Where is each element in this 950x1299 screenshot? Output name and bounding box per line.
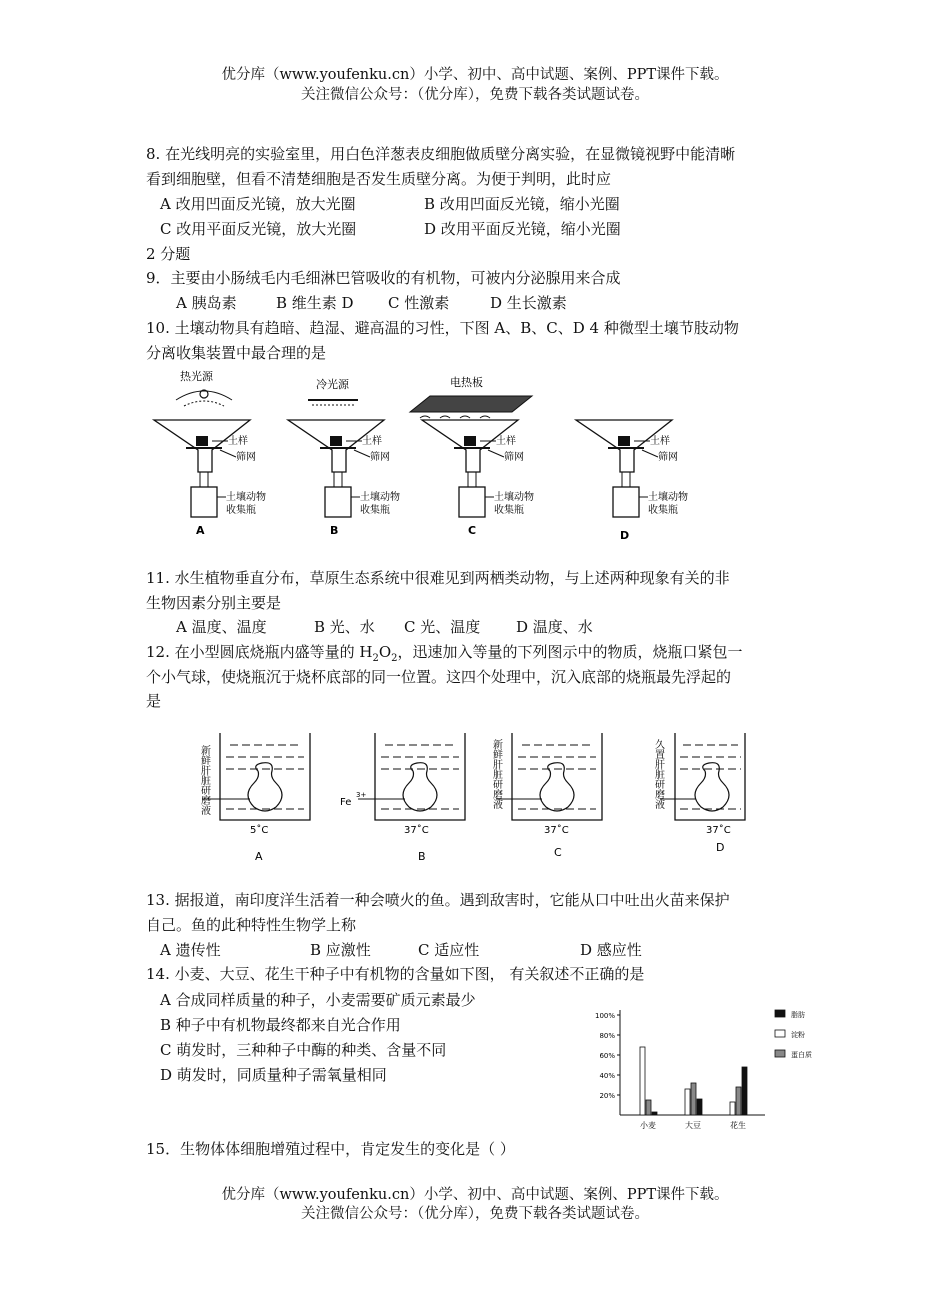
q9-option-b: B 维生素 D	[276, 294, 354, 312]
mesh-label-d: 筛网	[658, 452, 678, 463]
bottle-label2-d: 收集瓶	[648, 505, 678, 516]
soil-label-d: 土样	[650, 436, 670, 447]
legend-swatch	[775, 1050, 785, 1057]
y-tick-label: 40%	[599, 1072, 615, 1080]
beaker-d-label: D	[716, 841, 725, 854]
q12-stem-line2: 个小气球，使烧瓶沉于烧杯底部的同一位置。这四个处理中，沉入底部的烧瓶最先浮起的	[146, 668, 732, 686]
bar-大豆-脂肪	[697, 1099, 702, 1115]
bottle-label2-c: 收集瓶	[494, 505, 524, 516]
seed-composition-chart	[585, 1000, 825, 1140]
q13-stem-line1: 13. 据报道，南印度洋生活着一种会喷火的鱼。遇到敌害时，它能从口中吐出火苗来保护	[146, 891, 730, 909]
bottle-label1-d: 土壤动物	[648, 492, 688, 503]
beaker-a	[199, 733, 311, 863]
beaker-d-side-label: 久置肝脏研磨液	[652, 739, 664, 809]
bottle-label2-b: 收集瓶	[360, 505, 390, 516]
legend-label: 脂肪	[791, 1011, 805, 1019]
q12-stem-line1: 12. 在小型圆底烧瓶内盛等量的 $H_2O_2$，迅速加入等量的下列图示中的物质，烧瓶口紧包一	[146, 643, 743, 664]
beaker-d-temp: 37˚C	[706, 825, 731, 836]
q14-option-c: C 萌发时，三种种子中酶的种类、含量不同	[160, 1041, 447, 1059]
q8-option-c: C 改用平面反光镜，放大光圈	[160, 220, 357, 238]
beaker-d	[653, 733, 746, 854]
label-a: A	[196, 524, 205, 537]
header-line-2: 关注微信公众号：（优分库），免费下载各类试题试卷。	[301, 87, 649, 103]
beaker-a-side-label: 新鲜肝脏研磨液	[198, 745, 210, 815]
bottle-label1-c: 土壤动物	[494, 492, 534, 503]
legend-label: 蛋白质	[791, 1051, 812, 1059]
mesh-label-a: 筛网	[236, 452, 256, 463]
q11-stem-line1: 11. 水生植物垂直分布，草原生态系统中很难见到两栖类动物，与上述两种现象有关的非	[146, 569, 730, 587]
soil-label-c: 土样	[496, 436, 516, 447]
label-c: C	[468, 524, 477, 537]
source-a-label: 热光源	[180, 370, 213, 383]
q13-option-d: D 感应性	[580, 941, 642, 959]
beaker-a-temp: 5˚C	[250, 825, 269, 836]
y-tick-label: 20%	[599, 1092, 615, 1100]
q14-option-d: D 萌发时，同质量种子需氧量相同	[160, 1066, 387, 1084]
soil-label-b: 土样	[362, 436, 382, 447]
bar-小麦-淀粉	[640, 1047, 645, 1115]
bar-小麦-蛋白质	[646, 1100, 651, 1115]
q14-option-b: B 种子中有机物最终都来自光合作用	[160, 1016, 401, 1034]
bottle-label1-b: 土壤动物	[360, 492, 400, 503]
source-c-label: 电热板	[450, 376, 483, 389]
q13-option-a: A 遗传性	[160, 941, 221, 959]
footer-line-1: 优分库（www.youfenku.cn）小学、初中、高中试题、案例、PPT课件下载。	[221, 1187, 729, 1203]
q8-option-a: A 改用凹面反光镜，放大光圈	[160, 195, 356, 213]
bar-大豆-蛋白质	[691, 1083, 696, 1115]
q9-option-c: C 性激素	[388, 294, 450, 312]
bottle-label1-a: 土壤动物	[226, 492, 266, 503]
beaker-b-label: B	[418, 850, 426, 863]
footer-line-2: 关注微信公众号：（优分库），免费下载各类试题试卷。	[301, 1206, 649, 1222]
y-tick-label: 60%	[599, 1052, 615, 1060]
beaker-c-side-label: 新鲜肝脏研磨液	[490, 739, 502, 809]
source-b-label: 冷光源	[316, 378, 349, 391]
bar-大豆-淀粉	[685, 1089, 690, 1115]
q13-stem-line2: 自己。鱼的此种特性生物学上称	[146, 916, 357, 934]
label-b: B	[330, 524, 339, 537]
mesh-label-b: 筛网	[370, 452, 390, 463]
label-d: D	[620, 529, 630, 542]
section-heading: 2 分题	[146, 245, 191, 263]
q8-option-b: B 改用凹面反光镜，缩小光圈	[424, 195, 620, 213]
q13-option-c: C 适应性	[418, 941, 480, 959]
q8-option-d: D 改用平面反光镜，缩小光圈	[424, 220, 621, 238]
q8-stem-line1: 8. 在光线明亮的实验室里，用白色洋葱表皮细胞做质壁分离实验，在显微镜视野中能清晰	[146, 145, 736, 163]
fe-charge: 3+	[356, 791, 367, 799]
q10-stem-line2: 分离收集装置中最合理的是	[146, 344, 327, 362]
y-tick-label: 100%	[594, 1012, 615, 1020]
q8-stem-line2: 看到细胞壁，但看不清楚细胞是否发生质壁分离。为便于判明，此时应	[146, 170, 612, 188]
beaker-c	[491, 733, 603, 859]
q11-option-b: B 光、水	[314, 618, 375, 636]
legend-swatch	[775, 1030, 785, 1037]
funnel-b	[288, 377, 400, 537]
x-label: 花生	[730, 1121, 746, 1130]
q9-option-d: D 生长激素	[490, 294, 567, 312]
beaker-b	[340, 733, 465, 863]
q10-funnel-figure	[140, 362, 700, 547]
q14-stem: 14. 小麦、大豆、花生干种子中有机物的含量如下图， 有关叙述不正确的是	[146, 965, 645, 983]
q15-stem: 15．生物体体细胞增殖过程中，肯定发生的变化是（ ）	[146, 1140, 515, 1158]
q12-beaker-figure	[190, 725, 750, 870]
q9-option-a: A 胰岛素	[176, 294, 237, 312]
fe-label: Fe	[340, 797, 352, 808]
q10-stem-line1: 10. 土壤动物具有趋暗、趋湿、避高温的习性，下图 A、B、C、D 4 种微型土壤节肢动物	[146, 319, 739, 337]
legend-swatch	[775, 1010, 785, 1017]
q9-stem: 9．主要由小肠绒毛内毛细淋巴管吸收的有机物，可被内分泌腺用来合成	[146, 269, 621, 287]
header-line-1: 优分库（www.youfenku.cn）小学、初中、高中试题、案例、PPT课件下载。	[221, 67, 729, 83]
q11-stem-line2: 生物因素分别主要是	[146, 594, 282, 612]
funnel-a	[154, 369, 266, 537]
beaker-a-label: A	[255, 850, 263, 863]
y-tick-label: 80%	[599, 1032, 615, 1040]
soil-label-a: 土样	[228, 436, 248, 447]
bottle-label2-a: 收集瓶	[226, 505, 256, 516]
beaker-c-temp: 37˚C	[544, 825, 569, 836]
x-label: 大豆	[685, 1121, 701, 1130]
beaker-c-label: C	[554, 846, 562, 859]
beaker-b-temp: 37˚C	[404, 825, 429, 836]
legend-label: 淀粉	[791, 1031, 805, 1039]
q11-option-d: D 温度、水	[516, 618, 593, 636]
q12-stem-line3: 是	[146, 692, 162, 710]
bar-花生-蛋白质	[736, 1087, 741, 1115]
bar-小麦-脂肪	[652, 1112, 657, 1115]
funnel-c	[410, 375, 534, 537]
x-label: 小麦	[640, 1121, 656, 1130]
q11-option-c: C 光、温度	[404, 618, 481, 636]
q14-option-a: A 合成同样质量的种子，小麦需要矿质元素最少	[160, 991, 476, 1009]
bar-花生-淀粉	[730, 1102, 735, 1115]
bar-花生-脂肪	[742, 1067, 747, 1115]
funnel-d	[576, 420, 688, 542]
q13-option-b: B 应激性	[310, 941, 371, 959]
mesh-label-c: 筛网	[504, 452, 524, 463]
q11-option-a: A 温度、温度	[176, 618, 267, 636]
